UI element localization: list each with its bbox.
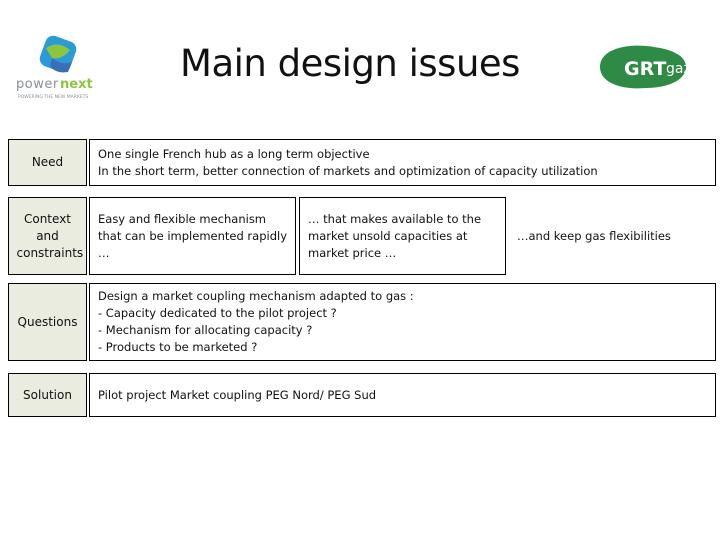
powernext-logo — [12, 36, 107, 102]
questions-text: Design a market coupling mechanism adapted to gas : - Capacity dedicated to the pilot project ? - Mechanism for allocating capacity ? - Products to be marketed ? — [98, 289, 414, 354]
context-col2-box — [299, 197, 506, 275]
powernext-logo-name: power — [16, 77, 59, 92]
powernext-logo-name-accent: next — [60, 77, 93, 92]
grtgaz-logo-mark — [596, 42, 691, 92]
context-col3-text: …and keep gas flexibilities — [517, 228, 671, 243]
powernext-logo-mark — [12, 36, 107, 102]
need-label-box — [8, 139, 87, 186]
grtgaz-logo — [596, 42, 691, 92]
solution-text: Pilot project Market coupling PEG Nord/ PEG Sud — [98, 387, 377, 402]
need-text: One single French hub as a long term objective In the short term, better connection of markets and optimization of capacity utilization — [98, 146, 598, 178]
questions-content-box — [89, 283, 716, 361]
need-label: Need — [31, 155, 64, 169]
context-col3 — [517, 197, 707, 275]
solution-label-box — [8, 373, 87, 417]
questions-label-box — [8, 283, 87, 361]
solution-content-box — [89, 373, 716, 417]
grtgaz-logo-light: gaz — [666, 61, 691, 77]
need-content-box — [89, 139, 716, 186]
grtgaz-logo-bold: GRT — [624, 58, 667, 80]
powernext-logo-tagline: POWERING THE NEW MARKETS — [18, 95, 89, 100]
questions-label: Questions — [17, 314, 78, 329]
context-label-box — [8, 197, 87, 275]
solution-label: Solution — [23, 387, 72, 402]
context-col2-text: … that makes available to the market unsold capacities at market price … — [308, 211, 482, 260]
page-title: Main design issues — [180, 42, 520, 85]
context-col1-text: Easy and flexible mechanism that can be implemented rapidly … — [98, 211, 287, 260]
context-col1-box — [89, 197, 296, 275]
context-label: Context and constraints — [16, 211, 84, 260]
